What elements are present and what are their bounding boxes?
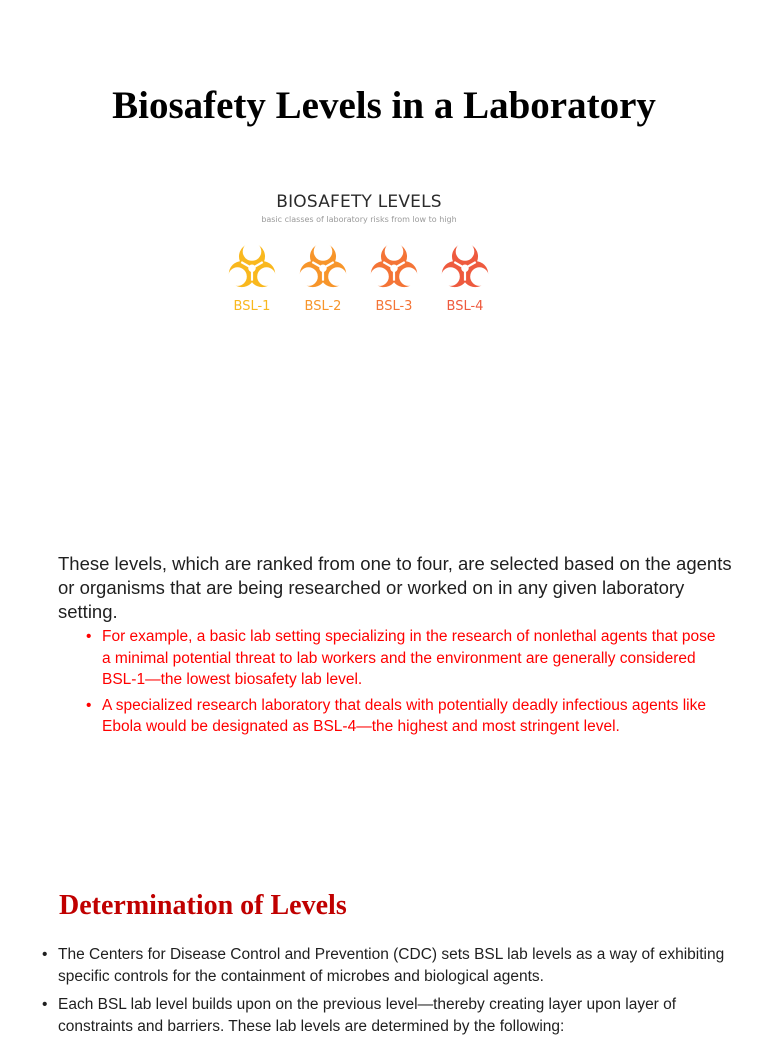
list-item xyxy=(42,944,742,988)
biohazard-icon xyxy=(292,236,354,298)
bullet-icon: • xyxy=(86,696,92,714)
bullet-icon: • xyxy=(42,996,48,1013)
list-item xyxy=(86,695,726,738)
page-title: Biosafety Levels in a Laboratory xyxy=(112,84,656,127)
bsl-4-label: BSL-4 xyxy=(446,299,484,314)
determination-text: Each BSL lab level builds upon on the previous level—thereby creating layer upon layer of constraints and barriers. These lab levels are determined by the following: xyxy=(58,996,677,1035)
graphic-subtitle: basic classes of laboratory risks from low to high xyxy=(261,215,457,224)
bsl-2-label: BSL-2 xyxy=(304,299,342,314)
bullet-icon: • xyxy=(86,628,92,645)
biohazard-icon xyxy=(434,236,496,298)
example-text: For example, a basic lab setting specializing in the research of nonlethal agents that pose a minimal potential threat to lab workers and the environment are generally considered BSL-1—the lowest biosafety lab level. xyxy=(102,628,716,688)
bsl-3-level xyxy=(362,236,426,332)
bsl-1-label: BSL-1 xyxy=(233,299,271,314)
bsl-3-label: BSL-3 xyxy=(375,299,413,314)
example-text: A specialized research laboratory that deals with potentially deadly infectious agents like Ebola would be designated as BSL-4—the highest and most stringent level. xyxy=(102,696,706,735)
graphic-title: BIOSAFETY LEVELS xyxy=(276,192,442,212)
bsl-1-level xyxy=(220,236,284,332)
list-item xyxy=(42,994,742,1038)
bsl-2-level xyxy=(291,236,355,332)
bsl-4-level xyxy=(433,236,497,332)
section-heading: Determination of Levels xyxy=(59,890,347,921)
list-item xyxy=(86,626,726,691)
determination-text: The Centers for Disease Control and Prevention (CDC) sets BSL lab levels as a way of exhibiting specific controls for the containment of microbes and biological agents. xyxy=(58,946,725,985)
bullet-icon: • xyxy=(42,946,48,963)
intro-paragraph: These levels, which are ranked from one to four, are selected based on the agents or organisms that are being researched or worked on in any given laboratory setting. xyxy=(58,553,732,622)
biosafety-levels-graphic xyxy=(214,186,504,326)
biohazard-icon xyxy=(221,236,283,298)
biohazard-icon xyxy=(363,236,425,298)
examples-list xyxy=(86,626,726,742)
determination-list xyxy=(42,944,742,1044)
